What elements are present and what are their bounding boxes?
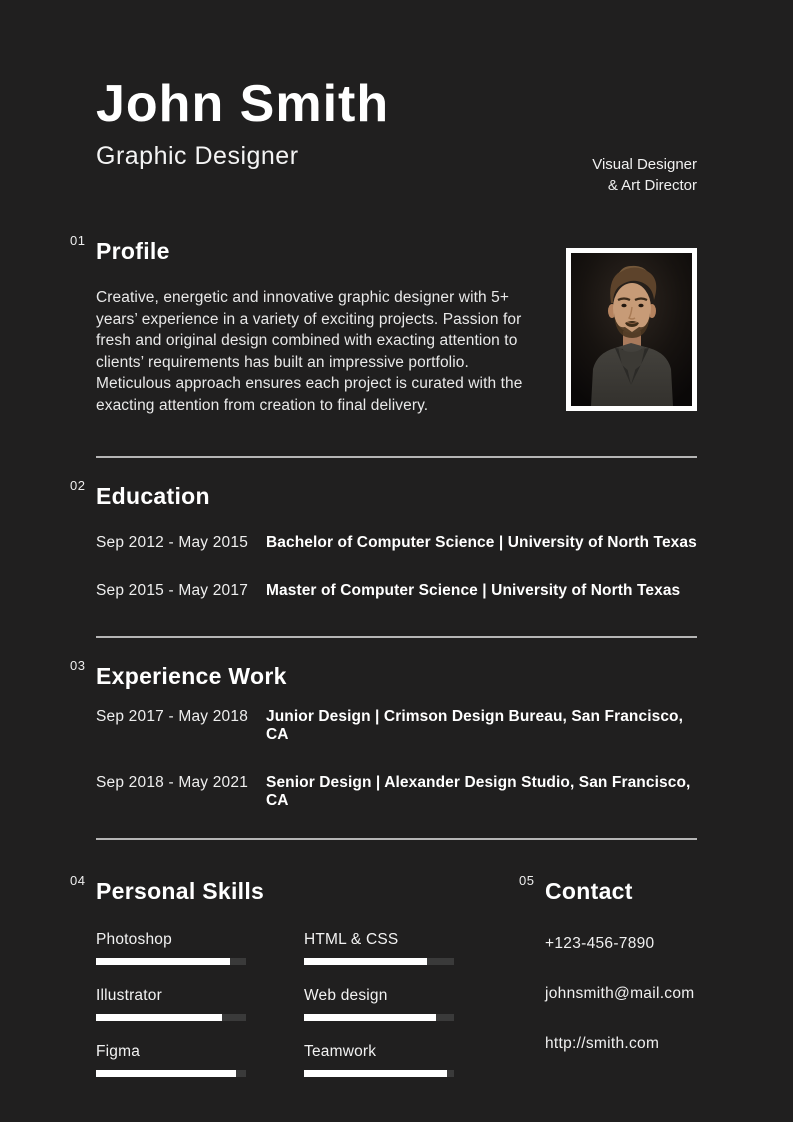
skill-item — [304, 987, 454, 1021]
profile-section-number: 01 — [70, 233, 86, 249]
skill-item — [304, 931, 454, 965]
education-section-title: Education — [96, 483, 210, 510]
skill-item — [96, 1043, 246, 1077]
skill-progress-fill — [96, 1070, 236, 1077]
skill-progress-bar — [96, 1014, 246, 1021]
contact-website[interactable]: http://smith.com — [545, 1035, 660, 1053]
skill-progress-fill — [304, 1014, 436, 1021]
experience-dates: Sep 2018 - May 2021 — [96, 774, 249, 792]
education-section — [70, 478, 697, 600]
experience-row — [96, 774, 697, 810]
education-row — [96, 582, 697, 600]
experience-detail: Senior Design | Alexander Design Studio, San Francisco, CA — [266, 774, 691, 810]
skill-progress-bar — [304, 1014, 454, 1021]
skill-item — [96, 987, 246, 1021]
profile-text: Creative, energetic and innovative graphic designer with 5+ years’ experience in a variety of exciting projects. Passion for fresh and original design combined with exacting attention to clients’ requirements has built an impressive portfolio. Meticulous approach ensures each project is curated with the exacting attention from creation to final delivery. — [96, 289, 523, 414]
skill-progress-fill — [96, 1014, 222, 1021]
person-name: John Smith — [96, 75, 390, 133]
profile-section — [70, 233, 697, 416]
experience-section-heading — [70, 658, 697, 690]
skill-label: HTML & CSS — [304, 931, 399, 949]
divider — [96, 636, 697, 638]
skill-label: Web design — [304, 987, 388, 1005]
skill-label: Photoshop — [96, 931, 172, 949]
skill-label: Teamwork — [304, 1043, 377, 1061]
education-detail: Bachelor of Computer Science | University of North Texas — [266, 534, 697, 552]
skills-section-number: 04 — [70, 873, 86, 889]
experience-dates: Sep 2017 - May 2018 — [96, 708, 249, 726]
skill-progress-fill — [304, 958, 427, 965]
skill-progress-fill — [304, 1070, 447, 1077]
skills-section-title: Personal Skills — [96, 878, 265, 905]
skill-progress-bar — [304, 1070, 454, 1077]
profile-photo — [566, 248, 697, 411]
education-row — [96, 534, 697, 552]
skill-label: Illustrator — [96, 987, 162, 1005]
contact-section-number: 05 — [519, 873, 535, 889]
experience-section-number: 03 — [70, 658, 86, 674]
tagline-line-2: & Art Director — [607, 177, 697, 195]
experience-section — [70, 658, 697, 810]
skill-progress-bar — [96, 958, 246, 965]
contact-section-heading — [519, 873, 697, 905]
contact-email[interactable]: johnsmith@mail.com — [545, 985, 695, 1003]
contact-section-title: Contact — [545, 878, 633, 905]
experience-row — [96, 708, 697, 744]
education-dates: Sep 2012 - May 2015 — [96, 534, 249, 552]
education-dates: Sep 2015 - May 2017 — [96, 582, 249, 600]
header — [96, 0, 697, 196]
skill-progress-fill — [96, 958, 230, 965]
profile-section-heading — [70, 233, 544, 265]
education-detail: Master of Computer Science | University of North Texas — [266, 582, 681, 600]
contact-phone[interactable]: +123-456-7890 — [545, 935, 655, 953]
skill-label: Figma — [96, 1043, 141, 1061]
education-section-number: 02 — [70, 478, 86, 494]
subtitle-row — [96, 142, 697, 196]
bottom-section — [70, 873, 697, 1085]
job-title: Graphic Designer — [96, 142, 299, 171]
profile-section-title: Profile — [96, 238, 170, 265]
contact-section — [519, 873, 697, 1085]
portrait-photo-illustration — [571, 253, 692, 406]
experience-detail: Junior Design | Crimson Design Bureau, San Francisco, CA — [266, 708, 684, 744]
contact-items — [545, 935, 697, 1053]
skill-progress-bar — [96, 1070, 246, 1077]
education-section-heading — [70, 478, 697, 510]
skills-section-heading — [70, 873, 545, 905]
skill-item — [96, 931, 246, 965]
tagline — [592, 154, 697, 196]
skills-section — [70, 873, 545, 1085]
divider — [96, 456, 697, 458]
skill-item — [304, 1043, 454, 1077]
divider — [96, 838, 697, 840]
tagline-line-1: Visual Designer — [592, 156, 697, 174]
experience-section-title: Experience Work — [96, 663, 287, 690]
skill-progress-bar — [304, 958, 454, 965]
skills-grid — [96, 931, 545, 1077]
